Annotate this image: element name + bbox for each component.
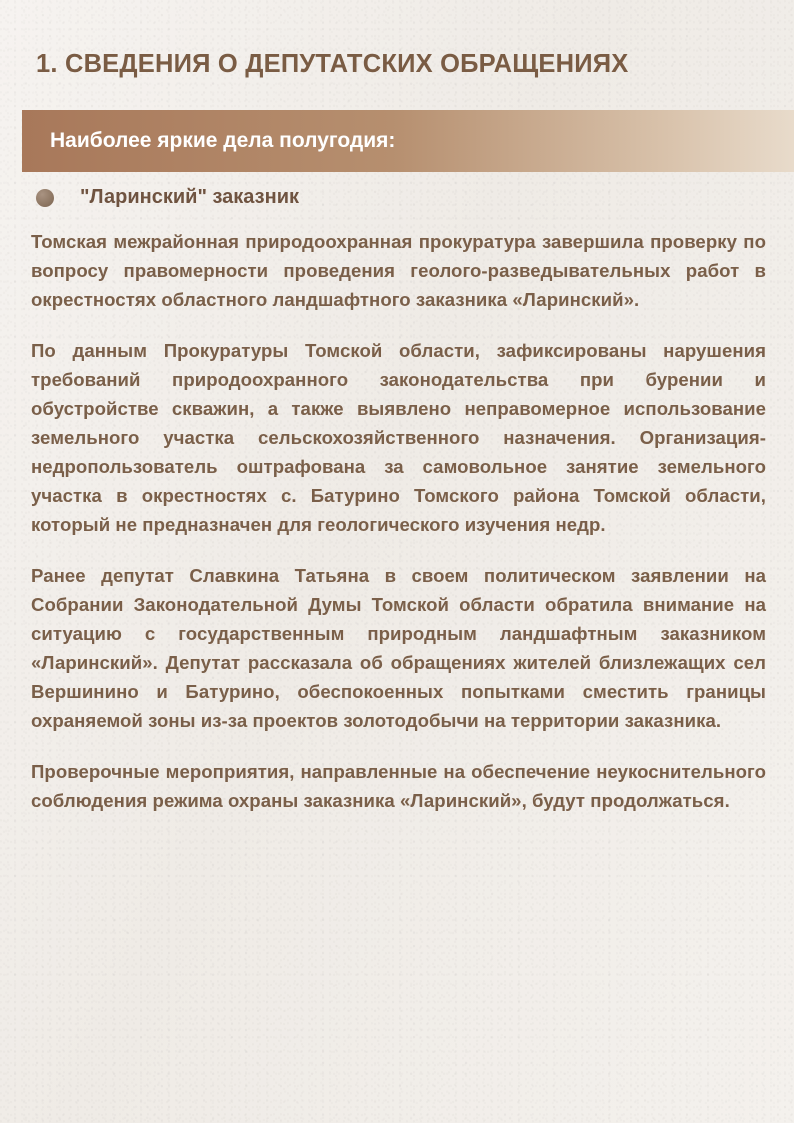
section-subtitle-band xyxy=(22,110,794,172)
document-content xyxy=(0,186,794,815)
page-title-band xyxy=(0,34,794,94)
paragraph: Проверочные мероприятия, направленные на обеспечение неукоснительного соблюдения режима охраны заказника «Ларинский», будут продолжаться. xyxy=(31,761,766,811)
paragraph: Ранее депутат Славкина Татьяна в своем политическом заявлении на Собрании Законодательной Думы Томской области обратила внимание на ситуацию с государственным природным ландшафтным заказником «Ларинский». Депутат рассказала об обращениях жителей близлежащих сел Вершинино и Батурино, обеспокоенных попытками сместить границы охраняемой зоны из-за проектов золотодобычи на территории заказника. xyxy=(31,565,766,731)
section-subtitle: Наиболее яркие дела полугодия: xyxy=(50,129,396,152)
page-title: 1. СВЕДЕНИЯ О ДЕПУТАТСКИХ ОБРАЩЕНИЯХ xyxy=(36,49,629,78)
section-heading: "Ларинский" заказник xyxy=(80,186,299,208)
paragraph: По данным Прокуратуры Томской области, зафиксированы нарушения требований природоохранного законодательства при бурении и обустройстве скважин, а также выявлено неправомерное использование земельного участка сельскохозяйственного назначения. Организация-недропользователь оштрафована за самовольное занятие земельного участка в окрестностях с. Батурино Томского района Томской области, который не предназначен для геологического изучения недр. xyxy=(31,340,766,535)
bullet-dot-icon xyxy=(36,189,54,207)
body-text-block xyxy=(0,227,794,815)
section-heading-row xyxy=(0,186,794,209)
paragraph: Томская межрайонная природоохранная прокуратура завершила проверку по вопросу правомерности проведения геолого-разведывательных работ в окрестностях областного ландшафтного заказника «Ларинский». xyxy=(31,231,766,310)
